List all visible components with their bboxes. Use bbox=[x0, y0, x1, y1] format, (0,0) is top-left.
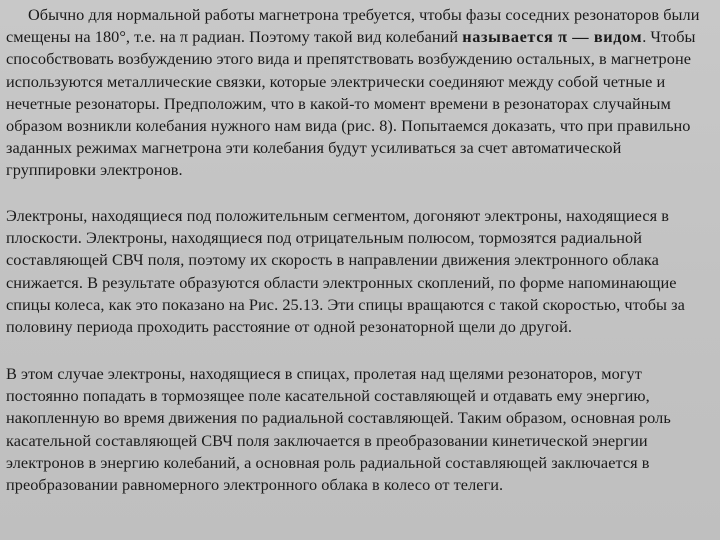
paragraph-1-text-end: . Чтобы способствовать возбуждению этого вида и препятствовать возбуждению остальных, в магнетроне используются металлические связки, которые электрически соединяют между собой четные и нечетные резонаторы. Предположим, что в какой-то момент времени в резонаторах случайным образом возникли колебания нужного нам вида (рис. 8). Попытаемся доказать, что при правильно заданных режимах магнетрона эти колебания будут усиливаться за счет автоматической группировки электронов. bbox=[6, 27, 696, 180]
paragraph-electron-spokes: Электроны, находящиеся под положительным сегментом, догоняют электроны, находящиеся в плоскости. Электроны, находящиеся под отрицательным полюсом, тормозятся радиальной составляющей СВЧ поля, поэтому их скорость в направлении движения электронного облака снижается. В результате образуются области электронных скоплений, по форме напоминающие спицы колеса, как это показано на Рис. 25.13. Эти спицы вращаются с такой скоростью, чтобы за половину периода проходить расстояние от одной резонаторной щели до другой. bbox=[6, 206, 685, 337]
paragraph-1-bold-term: называется π — видом bbox=[462, 27, 643, 47]
paragraph-magnetron-pi-mode bbox=[6, 4, 714, 182]
paragraph-field-components-role: В этом случае электроны, находящиеся в спицах, пролетая над щелями резонаторов, могут постоянно попадать в тормозящее поле касательной составляющей и отдавать ему энергию, накопленную во время движения по радиальной составляющей. Таким образом, основная роль касательной составляющей СВЧ поля заключается в преобразовании кинетической энергии электронов в энергию колебаний, а основная роль радиальной составляющей заключается в преобразовании равномерного электронного облака в колесо от телеги. bbox=[6, 364, 671, 495]
paragraph-1-text-start: Обычно для нормальной работы магнетрона требуется, чтобы фазы соседних резонаторов были смещены на 180°, т.е. на π радиан. Поэтому такой вид колебаний bbox=[6, 5, 700, 47]
